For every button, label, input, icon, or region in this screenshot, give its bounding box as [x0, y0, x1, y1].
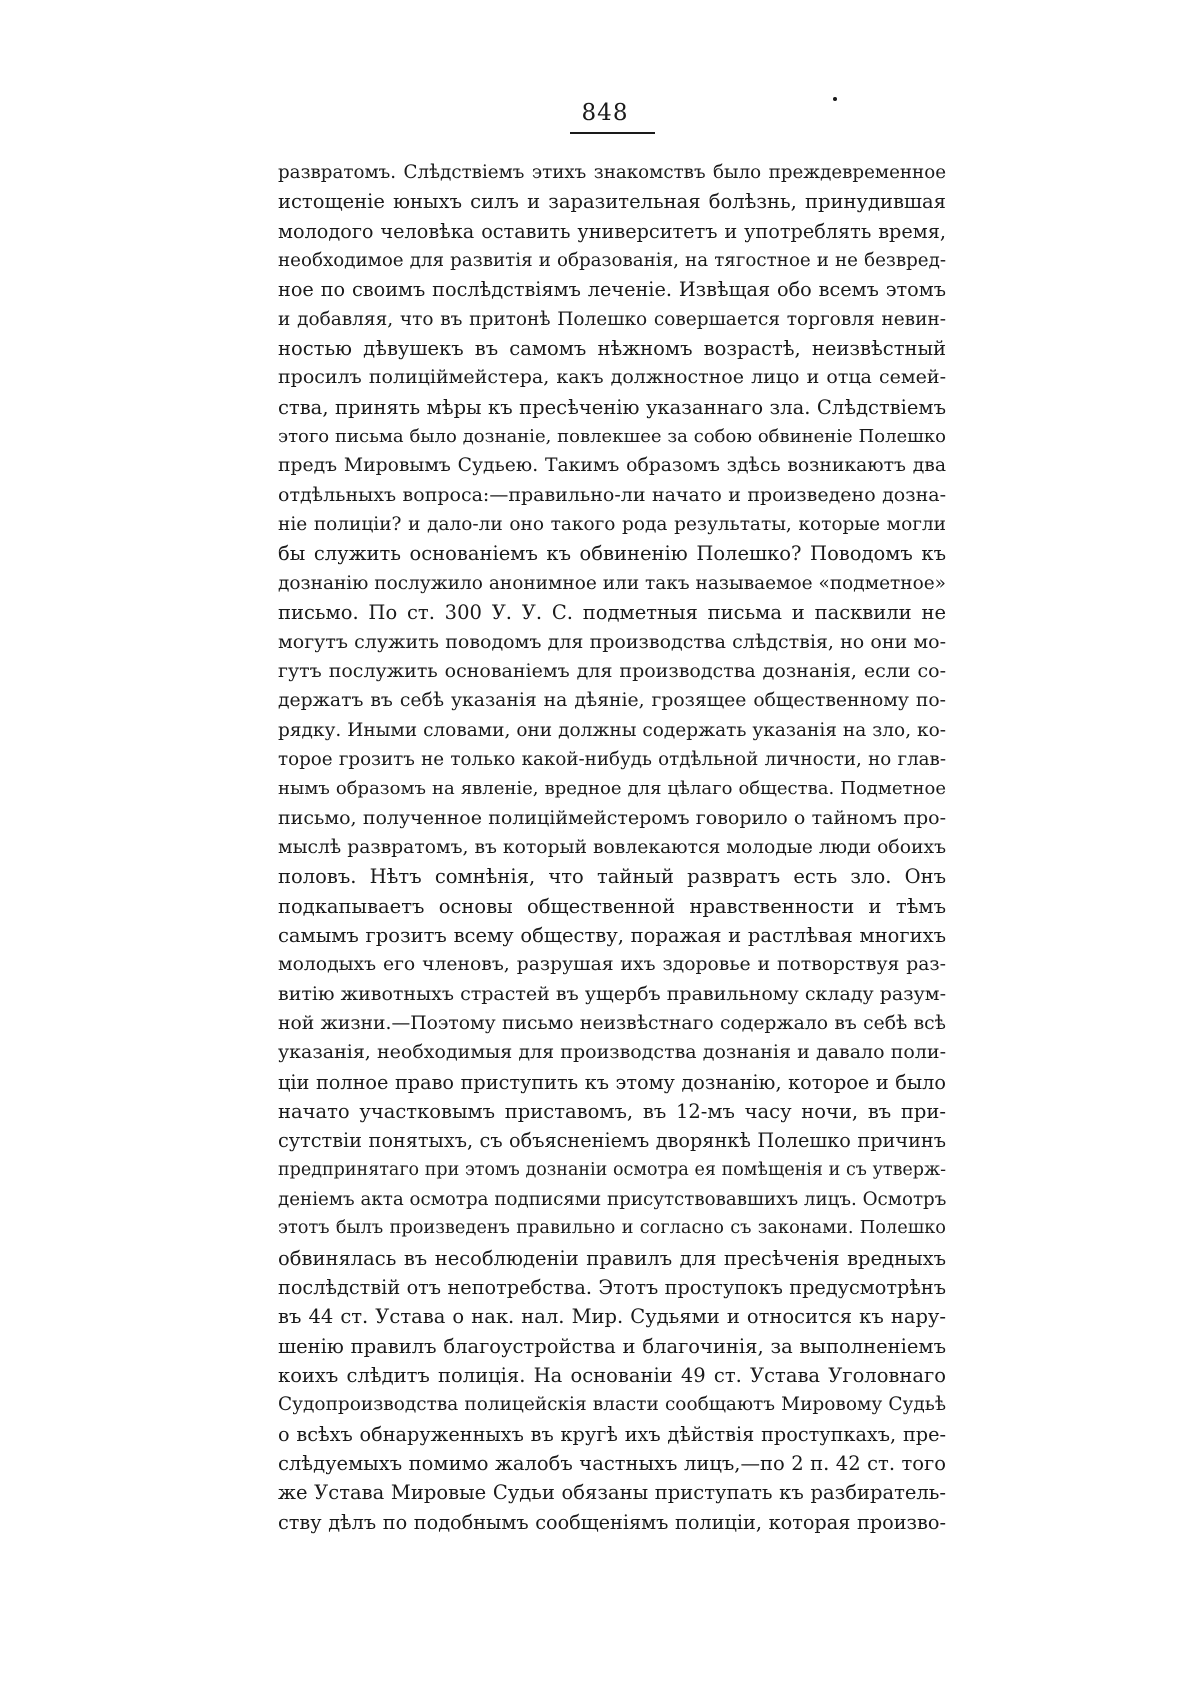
text-line: самымъ грозитъ всему обществу, поражая и растлѣвая многихъ — [278, 923, 946, 947]
text-line: половъ. Нѣтъ сомнѣнія, что тайный развратъ есть зло. Онъ — [278, 865, 946, 889]
text-line: обвинялась въ несоблюденіи правилъ для пресѣченія вредныхъ — [278, 1246, 946, 1270]
text-line: же Устава Мировые Судьи обязаны приступать къ разбиратель- — [278, 1481, 946, 1505]
text-line: отдѣльныхъ вопроса:—правильно-ли начато и произведено дозна- — [278, 483, 946, 506]
text-line: письмо, полученное полиціймейстеромъ говорило о тайномъ про- — [278, 806, 946, 829]
text-line: предъ Мировымъ Судьею. Такимъ образомъ здѣсь возникаютъ два — [278, 455, 946, 477]
text-line: письмо. По ст. 300 У. У. С. подметныя письма и пасквили не — [278, 601, 946, 625]
text-line: просилъ полиціймейстера, какъ должностное лицо и отца семей- — [278, 366, 946, 389]
text-line: молодыхъ его членовъ, разрушая ихъ здоровье и потворствуя раз- — [278, 954, 946, 976]
text-line: деніемъ акта осмотра подписями присутствовавшихъ лицъ. Осмотръ — [278, 1189, 946, 1211]
text-line: этотъ былъ произведенъ правильно и согласно съ законами. Полешко — [278, 1218, 946, 1239]
text-line: Судопроизводства полицейскія власти сообщаютъ Мировому Судьѣ — [278, 1394, 946, 1416]
text-line: послѣдствій отъ непотребства. Этотъ проступокъ предусмотрѣнъ — [278, 1276, 946, 1300]
text-line: ству дѣлъ по подобнымъ сообщеніямъ полиціи, которая произво- — [278, 1510, 946, 1534]
text-line: слѣдуемыхъ помимо жалобъ частныхъ лицъ,—по 2 п. 42 ст. того — [278, 1452, 946, 1476]
text-line: коихъ слѣдитъ полиція. На основаніи 49 ст. Устава Уголовнаго — [278, 1364, 946, 1388]
text-line: этого письма было дознаніе, повлекшее за собою обвиненіе Полешко — [278, 426, 946, 448]
text-line: ностью дѣвушекъ въ самомъ нѣжномъ возрастѣ, неизвѣстный — [278, 337, 946, 361]
text-line: молодого человѣка оставить университетъ и употреблять время, — [278, 219, 946, 243]
text-line: и добавляя, что въ притонѣ Полешко совершается торговля невин- — [278, 308, 946, 330]
text-line: шенію правилъ благоустройства и благочинія, за выполненіемъ — [278, 1334, 946, 1358]
text-line: начато участковымъ приставомъ, въ 12-мъ часу ночи, въ при- — [278, 1100, 946, 1123]
text-line: необходимое для развитія и образованія, на тягостное и не безвред- — [278, 250, 946, 272]
text-line: въ 44 ст. Устава о нак. нал. Мир. Судьями и относится къ нару- — [278, 1305, 946, 1329]
text-line: нымъ образомъ на явленіе, вредное для цѣлаго общества. Подметное — [278, 778, 946, 800]
text-line: ной жизни.—Поэтому письмо неизвѣстнаго содержало въ себѣ всѣ — [278, 1012, 946, 1034]
body-text — [278, 158, 946, 1537]
text-line: торое грозитъ не только какой-нибудь отдѣльной личности, но глав- — [278, 748, 946, 770]
text-line: указанія, необходимыя для производства дознанія и давало поли- — [278, 1041, 946, 1064]
text-line: подкапываетъ основы общественной нравственности и тѣмъ — [278, 894, 946, 918]
text-line: истощеніе юныхъ силъ и заразительная болѣзнь, принудившая — [278, 190, 946, 214]
ink-speck — [833, 97, 837, 101]
text-line: бы служить основаніемъ къ обвиненію Полешко? Поводомъ къ — [278, 542, 946, 566]
page-number: 848 — [581, 100, 629, 126]
text-line: ства, принять мѣры къ пресѣченію указаннаго зла. Слѣдствіемъ — [278, 395, 946, 419]
text-line: о всѣхъ обнаруженныхъ въ кругѣ ихъ дѣйствія проступкахъ, пре- — [278, 1422, 946, 1446]
page-number-rule — [570, 132, 655, 134]
text-line: держатъ въ себѣ указанія на дѣяніе, грозящее общественному по- — [278, 690, 946, 712]
text-line: ціи полное право приступить къ этому дознанію, которое и было — [278, 1070, 946, 1094]
text-line: дознанію послужило анонимное или такъ называемое «подметное» — [278, 572, 946, 594]
text-line: гутъ послужить основаніемъ для производства дознанія, если со- — [278, 659, 946, 682]
text-line: могутъ служить поводомъ для производства слѣдствія, но они мо- — [278, 630, 946, 653]
text-line: развратомъ. Слѣдствіемъ этихъ знакомствъ было преждевременное — [278, 162, 946, 183]
text-line: мыслѣ развратомъ, въ который вовлекаются молодые люди обоихъ — [278, 836, 946, 858]
text-line: рядку. Иными словами, они должны содержать указанія на зло, ко- — [278, 719, 946, 741]
text-line: сутствіи понятыхъ, съ объясненіемъ дворянкѣ Полешко причинъ — [278, 1129, 946, 1153]
text-line: предпринятаго при этомъ дознаніи осмотра ея помѣщенія и съ утверж- — [278, 1159, 946, 1180]
text-line: ніе полиціи? и дало-ли оно такого рода результаты, которые могли — [278, 514, 946, 536]
text-line: ное по своимъ послѣдствіямъ леченіе. Извѣщая обо всемъ этомъ — [278, 278, 946, 302]
text-line: витію животныхъ страстей въ ущербъ правильному складу разум- — [278, 982, 946, 1005]
